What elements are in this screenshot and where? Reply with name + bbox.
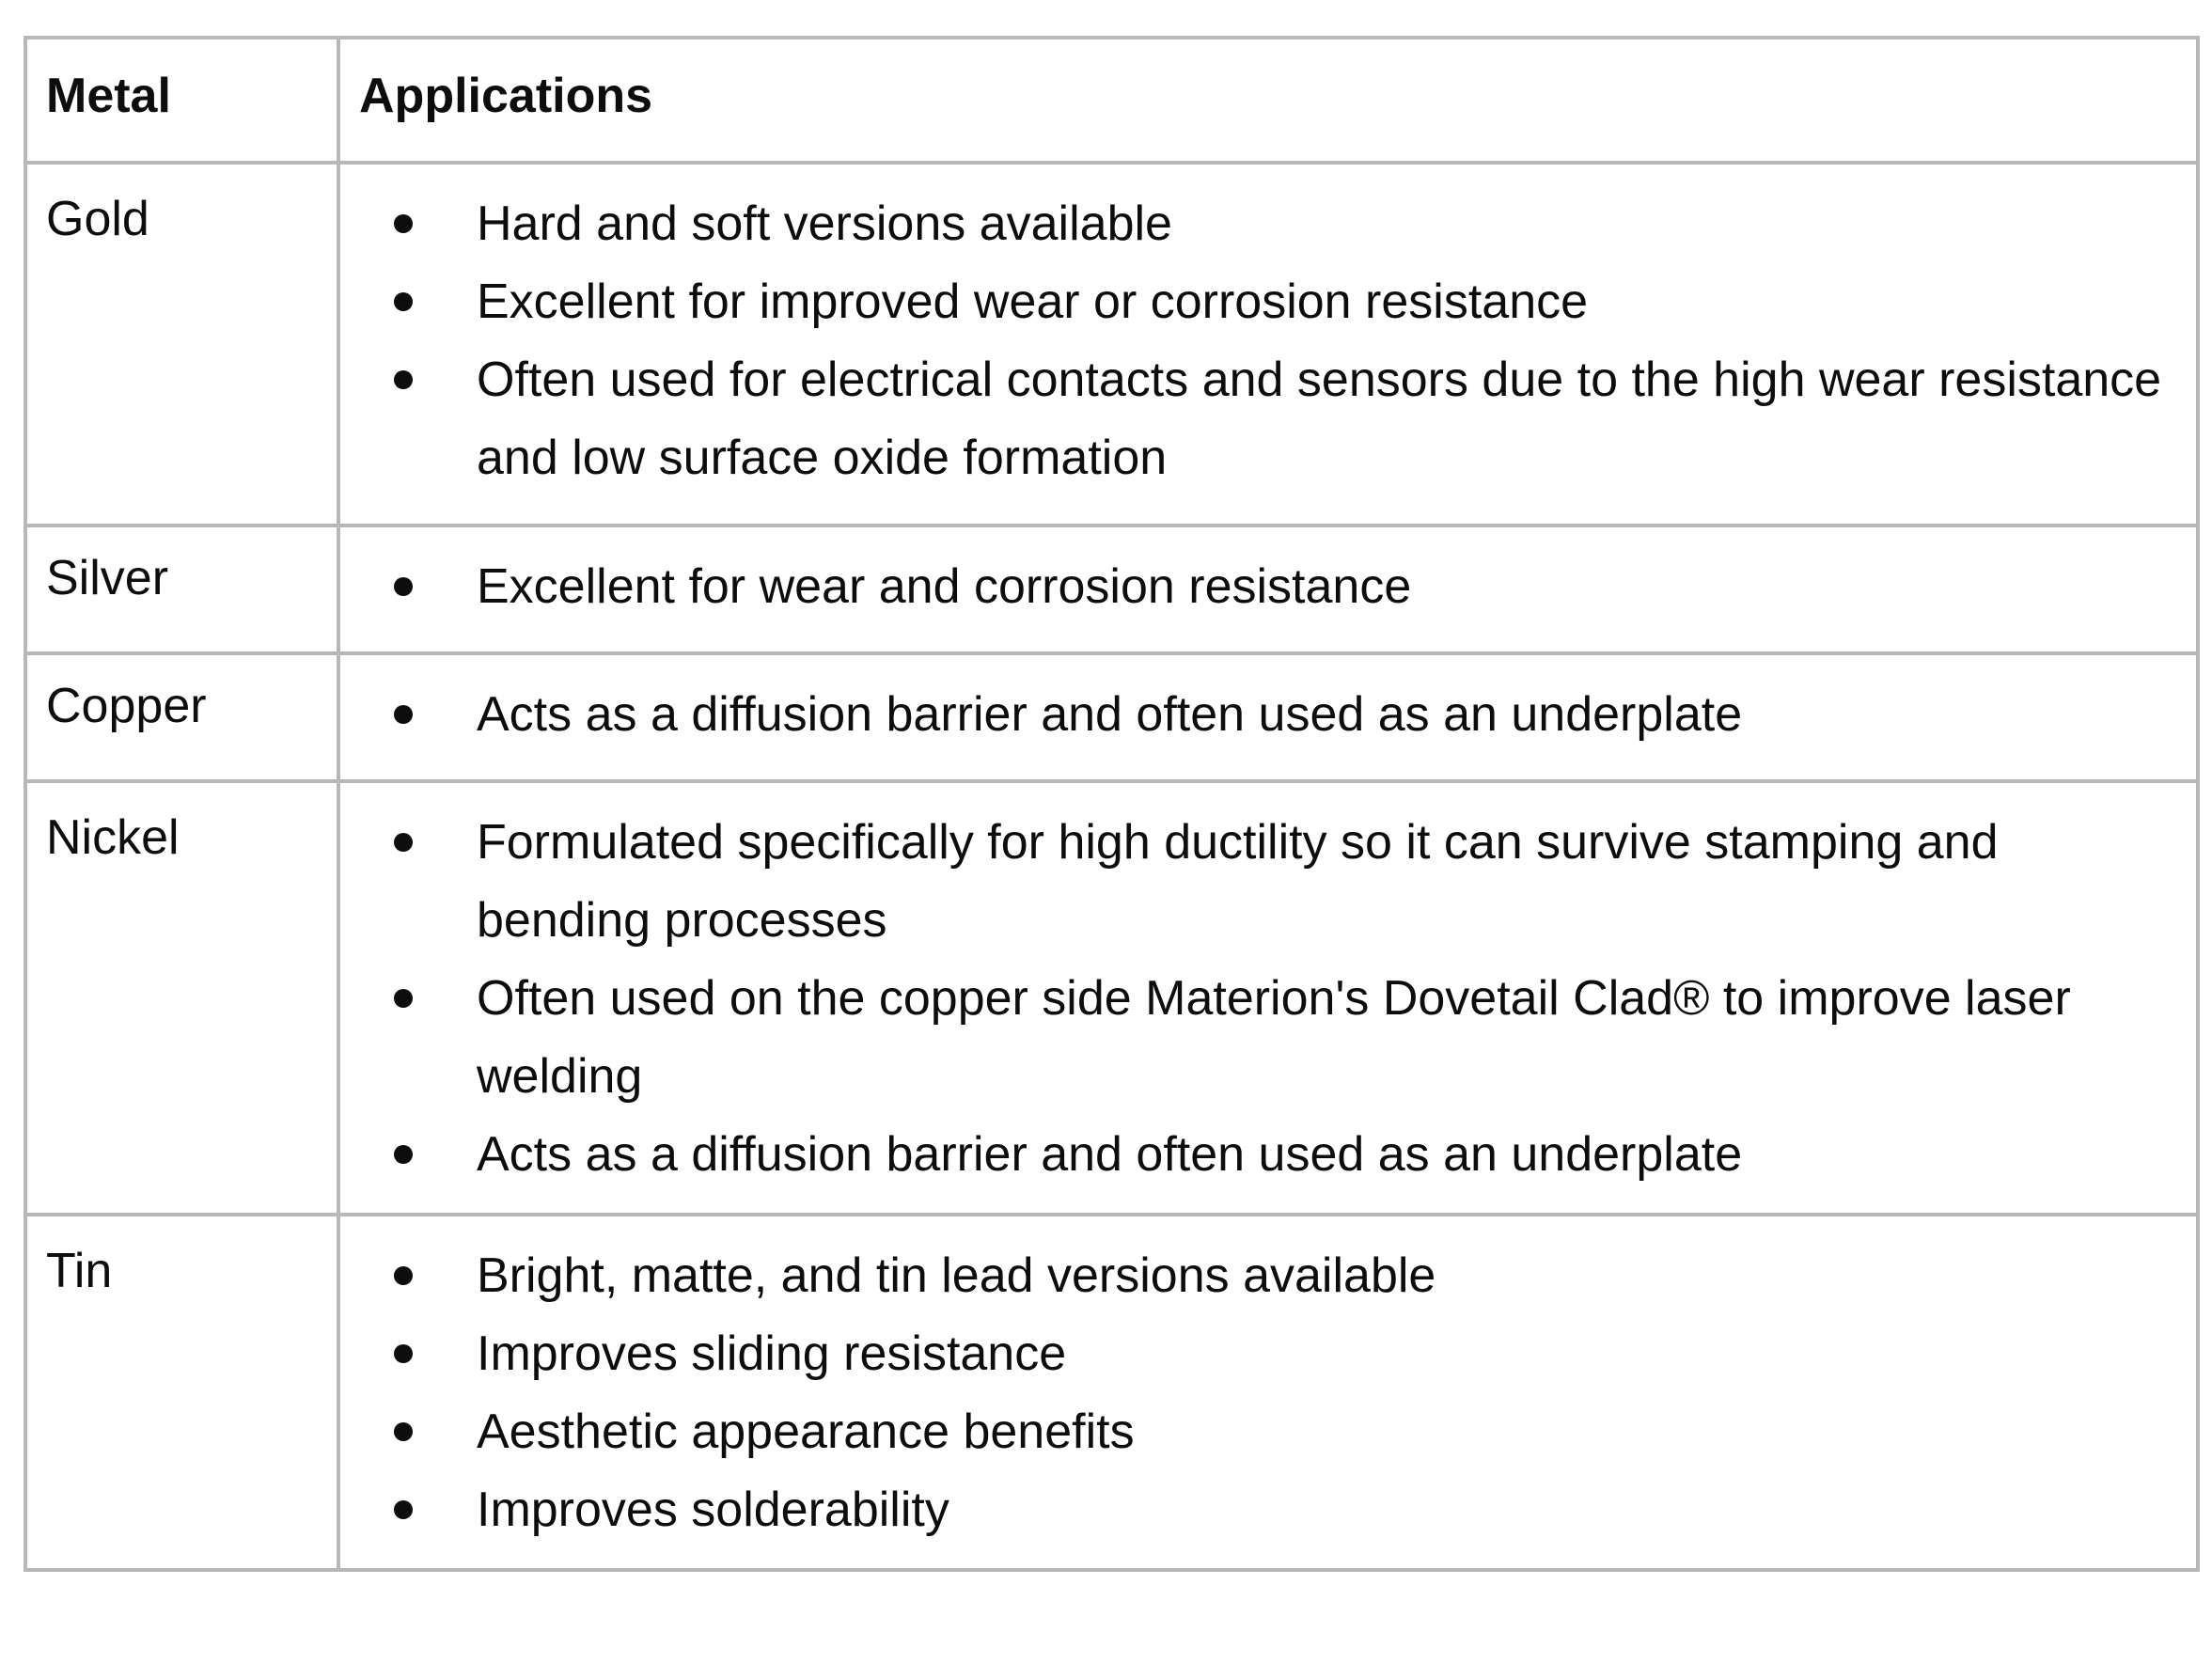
metals-table-container <box>24 36 2196 1572</box>
bullet-icon <box>394 1145 413 1164</box>
bullet-icon <box>394 1344 413 1363</box>
table-row-tin <box>25 1215 2198 1570</box>
applications-cell <box>338 526 2198 653</box>
applications-list <box>340 185 2177 497</box>
table-header-row <box>25 38 2198 163</box>
list-item <box>340 804 2177 960</box>
list-item <box>340 960 2177 1116</box>
applications-list <box>340 804 2177 1194</box>
applications-cell <box>338 781 2198 1215</box>
bullet-icon <box>394 370 413 389</box>
applications-cell <box>338 653 2198 781</box>
metal-cell: Silver <box>25 526 338 653</box>
metal-cell: Tin <box>25 1215 338 1570</box>
applications-cell <box>338 163 2198 526</box>
list-item-text: Improves sliding resistance <box>477 1326 1067 1381</box>
metals-applications-table <box>24 36 2200 1572</box>
bullet-icon <box>394 833 413 852</box>
list-item <box>340 1116 2177 1194</box>
list-item <box>340 676 2177 754</box>
applications-list <box>340 548 2177 626</box>
bullet-icon <box>394 1500 413 1519</box>
applications-cell <box>338 1215 2198 1570</box>
list-item <box>340 1237 2177 1315</box>
table-row-copper <box>25 653 2198 781</box>
applications-list <box>340 1237 2177 1549</box>
list-item <box>340 1471 2177 1549</box>
list-item-text: Acts as a diffusion barrier and often used as an underplate <box>477 687 1743 742</box>
metal-cell: Gold <box>25 163 338 526</box>
metal-cell: Nickel <box>25 781 338 1215</box>
bullet-icon <box>394 292 413 311</box>
table-row-silver <box>25 526 2198 653</box>
list-item-text: Often used on the copper side Materion's Dovetail Clad® to improve laser welding <box>477 971 2071 1104</box>
list-item-text: Often used for electrical contacts and sensors due to the high wear resistance and low surface oxide formation <box>477 353 2162 485</box>
list-item-text: Acts as a diffusion barrier and often used as an underplate <box>477 1127 1743 1182</box>
bullet-icon <box>394 1266 413 1285</box>
list-item-text: Aesthetic appearance benefits <box>477 1404 1135 1459</box>
list-item <box>340 1393 2177 1471</box>
list-item-text: Excellent for improved wear or corrosion resistance <box>477 275 1589 329</box>
bullet-icon <box>394 214 413 233</box>
list-item <box>340 263 2177 341</box>
bullet-icon <box>394 705 413 724</box>
metal-cell: Copper <box>25 653 338 781</box>
list-item-text: Hard and soft versions available <box>477 196 1172 251</box>
bullet-icon <box>394 1422 413 1441</box>
table-row-nickel <box>25 781 2198 1215</box>
bullet-icon <box>394 989 413 1008</box>
list-item-text: Improves solderability <box>477 1483 949 1537</box>
bullet-icon <box>394 577 413 596</box>
applications-list <box>340 676 2177 754</box>
list-item-text: Formulated specifically for high ductility so it can survive stamping and bending processes <box>477 815 1999 948</box>
list-item <box>340 341 2177 497</box>
header-metal: Metal <box>25 38 338 163</box>
list-item <box>340 548 2177 626</box>
list-item-text: Bright, matte, and tin lead versions available <box>477 1248 1436 1303</box>
list-item-text: Excellent for wear and corrosion resistance <box>477 559 1412 614</box>
list-item <box>340 1315 2177 1393</box>
header-applications: Applications <box>338 38 2198 163</box>
list-item <box>340 185 2177 263</box>
table-row-gold <box>25 163 2198 526</box>
